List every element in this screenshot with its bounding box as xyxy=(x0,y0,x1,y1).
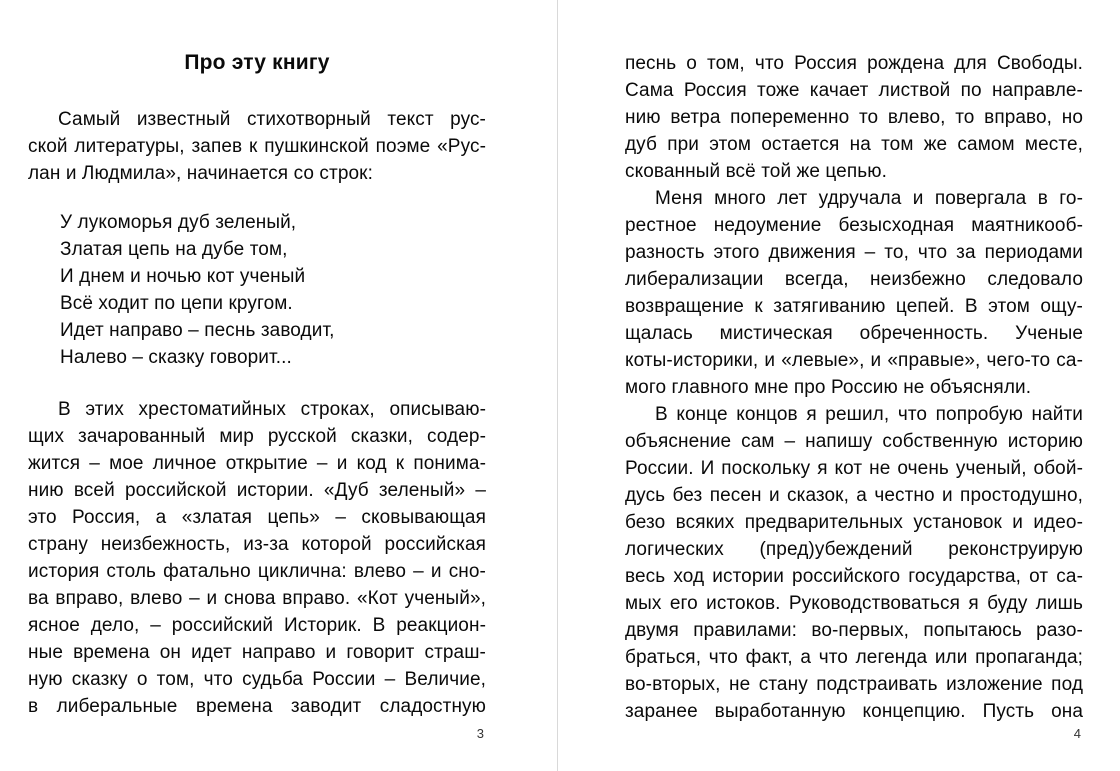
text-line: это Россия, а «златая цепь» – сковывающая xyxy=(28,507,486,528)
text-line: ные времена он идет направо и говорит страш- xyxy=(28,642,486,663)
text-line: безо всяких предварительных установок и идео- xyxy=(625,512,1083,533)
text-line: разность этого движения – то, что за периодами xyxy=(625,242,1083,263)
text-line: лан и Людмила», начинается со строк: xyxy=(28,163,373,184)
text-line: коты-историки, и «левые», и «правые», чего-то са- xyxy=(625,350,1083,371)
chapter-title xyxy=(28,49,486,76)
left-page-blocks xyxy=(28,49,486,720)
text-line: история столь фатально циклична: влево – и сно- xyxy=(28,561,486,582)
paragraph xyxy=(625,185,1083,401)
text-line: мых его истоков. Руководствоваться я буду лишь xyxy=(625,593,1083,614)
poem-line: И днем и ночью кот ученый xyxy=(60,266,306,287)
text-line: нию ветра попеременно то влево, то вправо, но xyxy=(625,107,1083,128)
page-divider xyxy=(557,0,558,771)
right-page-blocks xyxy=(625,50,1083,725)
text-line: ясное дело, – российский Историк. В реакцион- xyxy=(28,615,486,636)
text-line: объяснение сам – напишу собственную историю xyxy=(625,431,1083,452)
poem-line: У лукоморья дуб зеленый, xyxy=(60,212,297,233)
paragraph xyxy=(625,401,1083,725)
book-page-left[interactable] xyxy=(28,45,486,741)
text-line: Меня много лет удручала и повергала в го- xyxy=(655,188,1083,209)
text-line: Сама Россия тоже качает листвой по направле- xyxy=(625,80,1083,101)
text-line: браться, что факт, а что легенда или пропаганда; xyxy=(625,647,1083,668)
text-line: дуб при этом остается на том же самом месте, xyxy=(625,134,1083,155)
page-number: 3 xyxy=(476,726,484,741)
poem-line: Всё ходит по цепи кругом. xyxy=(60,293,293,314)
text-line: ную сказку о том, что судьба России – Величие, xyxy=(28,669,486,690)
text-line: Про эту книгу xyxy=(184,51,330,74)
text-line: В конце концов я решил, что попробую найти xyxy=(655,404,1083,425)
paragraph xyxy=(625,50,1083,185)
poem-block xyxy=(28,209,486,371)
text-line: скованный всё той же цепью. xyxy=(625,161,887,182)
poem-line: Идет направо – песнь заводит, xyxy=(60,320,335,341)
text-line: весь ход истории российского государства, от са- xyxy=(625,566,1083,587)
poem-line: Златая цепь на дубе том, xyxy=(60,239,288,260)
text-line: заранее выработанную концепцию. Пусть она xyxy=(625,701,1083,722)
text-line: в либеральные времена заводит сладостную xyxy=(28,696,486,717)
text-line: либерализации всегда, неизбежно следовало xyxy=(625,269,1083,290)
text-line: щих зачарованный мир русской сказки, содер- xyxy=(28,426,486,447)
text-line: ской литературы, запев к пушкинской поэме «Рус- xyxy=(28,136,486,157)
text-line: ва вправо, влево – и снова вправо. «Кот ученый», xyxy=(28,588,486,609)
page-number: 4 xyxy=(1073,726,1081,741)
text-line: В этих хрестоматийных строках, описываю- xyxy=(58,399,486,420)
text-line: России. И поскольку я кот не очень ученый, обой- xyxy=(625,458,1083,479)
text-line: страну неизбежность, из-за которой российская xyxy=(28,534,486,555)
text-line: нию всей российской истории. «Дуб зеленый» – xyxy=(28,480,486,501)
text-line: двумя правилами: во-первых, попытаюсь разо- xyxy=(625,620,1083,641)
text-line: жится – мое личное открытие – и код к понима- xyxy=(28,453,486,474)
paragraph xyxy=(28,396,486,720)
text-line: песнь о том, что Россия рождена для Свободы. xyxy=(625,53,1083,74)
book-page-right[interactable] xyxy=(625,45,1083,741)
text-line: дусь без песен и сказок, а честно и простодушно, xyxy=(625,485,1083,506)
paragraph xyxy=(28,106,486,187)
text-line: логических (пред)убеждений реконструирую xyxy=(625,539,1083,560)
text-line: рестное недоумение безысходная маятникооб- xyxy=(625,215,1083,236)
text-line: Самый известный стихотворный текст рус- xyxy=(58,109,486,130)
poem-line: Налево – сказку говорит... xyxy=(60,347,292,368)
text-line: во-вторых, не стану подстраивать изложение под xyxy=(625,674,1083,695)
text-line: щалась мистическая обреченность. Ученые xyxy=(625,323,1083,344)
text-line: мого главного мне про Россию не объясняли. xyxy=(625,377,1032,398)
text-line: возвращение к затягиванию цепей. В этом ощу- xyxy=(625,296,1083,317)
